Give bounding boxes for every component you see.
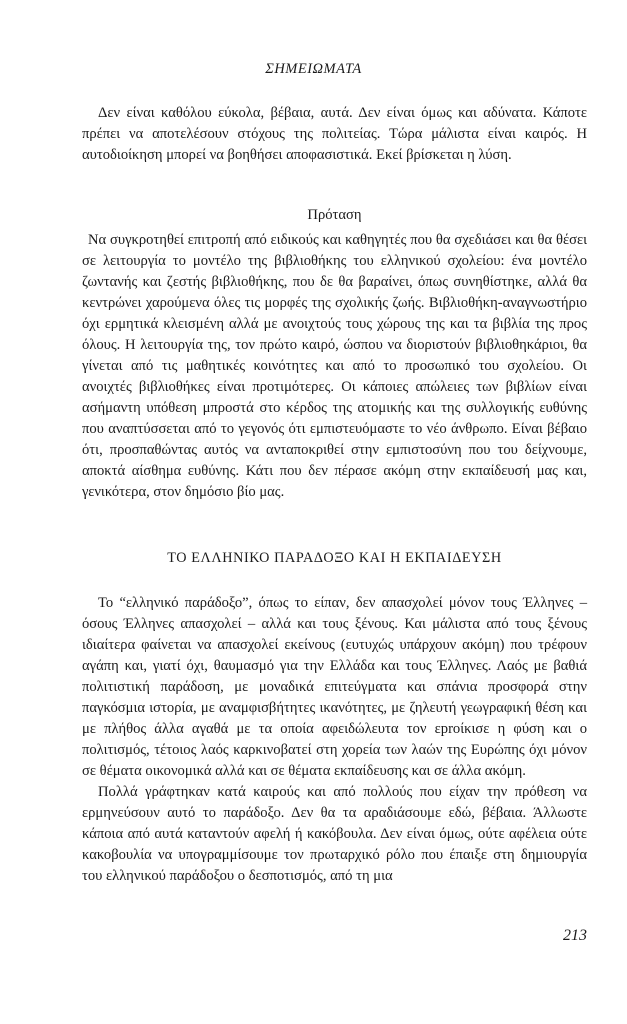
section-text-block <box>82 593 587 887</box>
paragraph: Πολλά γράφτηκαν κατά καιρούς και από πολλούς που είχαν την πρόθεση να ερμηνεύσουν αυτό το παράδοξο. Δεν θα τα αραδιάσουμε εδώ, βέβαια. Άλλωστε κάποια από αυτά καταντούν αφελή ή κακόβουλα. Δεν είναι όμως, ούτε αφέλεια ούτε κακοβουλία να υπογραμμίσουμε τον πρωταρχικό ρόλο που έπαιξε στη δημιουργία του ελληνικού παράδοξου ο δεσποτισμός, από τη μια <box>82 784 587 884</box>
paragraph: Το “ελληνικό παράδοξο”, όπως το είπαν, δεν απασχολεί μόνον τους Έλληνες – όσους Έλληνες απασχολεί – αλλά και τους ξένους. Και μάλιστα από τους ξένους ιδιαίτερα φαίνεται να απασχολεί εκείνους (ευτυχώς υπάρχουν ακόμη) που τρέφουν αγάπη και, γιατί όχι, θαυμασμό για την Ελλάδα και τους Έλληνες. Λαός με βαθιά πολιτιστική παράδοση, με μοναδικά επιτεύγματα και σπάνια προσφορά στην παγκόσμια ιστορία, με αναμφισβήτητες ικανότητες, με ζηλευτή γεωγραφική θέση και με πλήθος άλλα αγαθά με τα οποία αφειδώλευτα τον εproίκισε η φύση και ο πολιτισμός, τέτοιος λαός καρκινοβατεί στη χορεία των λαών της Ευρώπης όχι μόνον σε θέματα οικονομικά αλλά και σε θέματα εκπαίδευσης και σε άλλα ακόμη. <box>82 595 587 779</box>
page-number: 213 <box>563 927 587 944</box>
intro-text-block <box>82 103 587 166</box>
paragraph: Να συγκροτηθεί επιτροπή από ειδικούς και καθηγητές που θα σχεδιάσει και θα θέσει σε λειτουργία το μοντέλο της βιβλιοθήκης του ελληνικού σχολείου: ένα μοντέλο ζωντανής και ζεστής βιβλιοθήκης, που δε θα βαραίνει, όπως συνηθίστηκε, αλλά θα κεντρώνει χαρούμενα όλες τις μορφές της σχολικής ζωής. Βιβλιοθήκη-αναγνωστήριο όχι ερμητικά κλεισμένη αλλά με ανοιχτούς τους χώρους της και τα βιβλία της προς όλους. Η λειτουργία της, τον πρώτο καιρό, ώσπου να διοριστούν βιβλιοθηκάριοι, θα γίνεται από τις μαθητικές κοινότητες και από το προσωπικό του σχολείου. Οι ανοιχτές βιβλιοθήκες είναι προτιμότερες. Οι κάποιες απώλειες των βιβλίων είναι ασήμαντη υπόθεση μπροστά στο κέρδος της ατομικής και της συλλογικής ευθύνης που αναπτύσσεται από το γεγονός ότι εμπιστευόμαστε το νέο άνθρωπο. Είναι βέβαιο ότι, προσπαθώντας αυτός να ανταποκριθεί στην εμπιστοσύνη που του δείχνουμε, αποκτά αίσθημα ευθύνης. Κάτι που δεν πέρασε ακόμη στην εκπαίδευσή μας και, γενικότερα, στον δημόσιο βίο μας. <box>82 232 587 500</box>
paragraph: Δεν είναι καθόλου εύκολα, βέβαια, αυτά. Δεν είναι όμως και αδύνατα. Κάποτε πρέπει να αποτελέσουν στόχους της πολιτείας. Τώρα μάλιστα είναι καιρός. Η αυτοδιοίκηση μπορεί να βοηθήσει αποφασιστικά. Εκεί βρίσκεται η λύση. <box>82 105 587 163</box>
running-header: ΣΗΜΕΙΩΜΑΤΑ <box>265 61 362 77</box>
proposal-heading: Πρόταση <box>307 207 362 223</box>
section-title: ΤΟ ΕΛΛΗΝΙΚΟ ΠΑΡΑΔΟΞΟ ΚΑΙ Η ΕΚΠΑΙΔΕΥΣΗ <box>167 550 502 566</box>
proposal-text-block <box>82 230 587 503</box>
